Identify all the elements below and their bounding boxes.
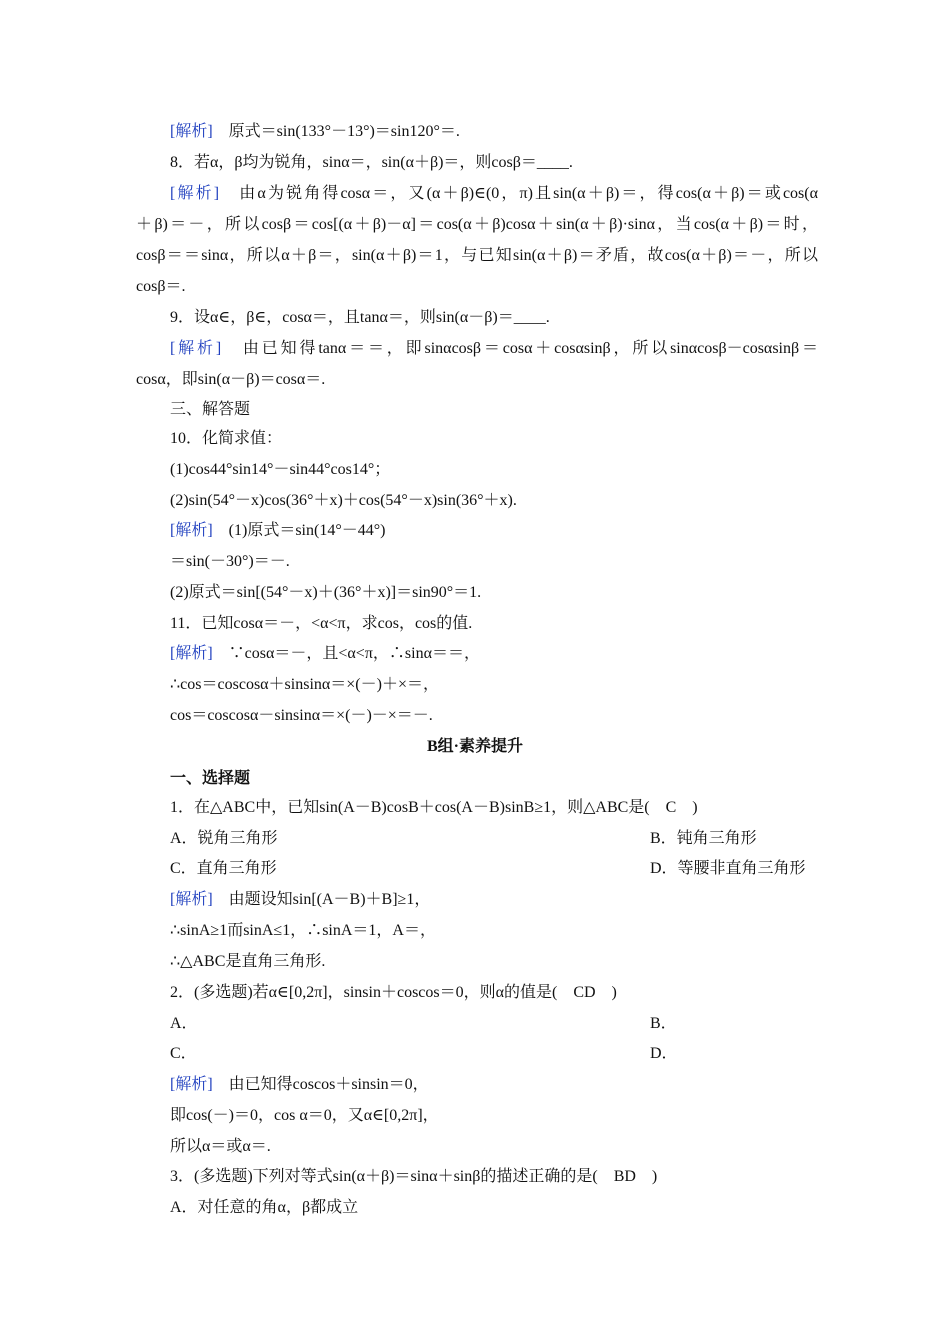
line-text: 10．化简求值： [170,430,283,447]
text-line [170,1165,818,1189]
analysis-tag: [解析] [170,123,213,140]
text-line [170,1104,818,1128]
line-text: 由题设知sin[(A－B)＋B]≥1， [212,891,431,908]
text-line [170,427,818,451]
text-line [136,244,818,268]
line-text: 1．在△ABC中，已知sin(A－B)cosB＋cos(A－B)sinB≥1，则△ABC是( C ) [170,799,698,816]
line-text: (1)原式＝sin(14°－44°) [212,522,386,539]
text-line [170,182,818,206]
line-text: 原式＝sin(133°－13°)＝sin120°＝. [212,123,460,140]
line-text: cosβ＝. [136,278,186,295]
text-line [170,827,818,851]
line-text: (1)cos44°sin14°－sin44°cos14°； [170,461,391,478]
text-line [170,398,818,422]
text-line [170,581,818,605]
text-line [0,735,950,759]
line-text: A． [170,1015,198,1032]
text-line [170,458,818,482]
analysis-tag: [解析] [170,185,220,202]
text-line [170,1042,818,1066]
line-text: cosα，即sin(α－β)＝cosα＝. [136,371,326,388]
line-text: 一、选择题 [170,770,251,787]
text-line [170,337,818,361]
line-text: 11．已知cosα＝－，<α<π，求cos，cos的值. [170,615,473,632]
analysis-tag: [解析] [170,645,213,662]
line-text: 9．设α∈，β∈，cosα＝，且tanα＝，则sin(α－β)＝____. [170,309,550,326]
line-text: 由已知得tanα＝＝，即sinαcosβ＝cosα＋cosαsinβ，所以sinαcosβ－cosαsinβ＝ [221,340,818,357]
text-line [136,213,818,237]
line-text: 3．(多选题)下列对等式sin(α＋β)＝sinα＋sinβ的描述正确的是( BD ) [170,1168,658,1185]
text-line [170,612,818,636]
text-line [170,120,818,144]
text-line [170,673,818,697]
line-text: cos＝coscosα－sinsinα＝×(－)－×＝－. [170,707,433,724]
text-line [170,642,818,666]
text-line [170,796,818,820]
text-line [170,1196,818,1220]
line-text: B组·素养提升 [426,738,523,755]
text-line [170,919,818,943]
text-line [170,857,818,881]
analysis-tag: [解析] [170,1076,213,1093]
line-text: 8．若α，β均为锐角，sinα＝，sin(α＋β)＝，则cosβ＝____. [170,154,573,171]
text-line [170,1073,818,1097]
line-text: ∵cosα＝－，且<α<π，∴sinα＝＝， [212,645,480,662]
text-line [170,550,818,574]
line-text: (2)原式＝sin[(54°－x)＋(36°＋x)]＝sin90°＝1. [170,584,482,601]
analysis-tag: [解析] [170,522,213,539]
line-text: C． [170,1045,197,1062]
analysis-tag: [解析] [170,340,222,357]
line-text: ∴cos＝coscosα＋sinsinα＝×(－)＋×＝， [170,676,439,693]
text-line [170,1012,818,1036]
text-line [170,306,818,330]
text-line [170,151,818,175]
text-line [170,767,818,791]
text-line [170,888,818,912]
text-line [170,950,818,974]
line-text: 三、解答题 [170,401,251,418]
line-text: 由已知得coscos＋sinsin＝0， [212,1076,429,1093]
line-text: 2．(多选题)若α∈[0,2π]，sinsin＋coscos＝0，则α的值是( CD ) [170,984,617,1001]
option-right-column: B． [650,1015,677,1032]
text-line [170,981,818,1005]
line-text: 由α为锐角得cosα＝，又(α＋β)∈(0，π)且sin(α＋β)＝，得cos(α＋β)＝或cos(α [219,185,818,202]
text-line [170,519,818,543]
line-text: cosβ＝＝sinα，所以α＋β＝，sin(α＋β)＝1，与已知sin(α＋β)＝矛盾，故cos(α＋β)＝－，所以 [136,247,818,264]
line-text: ∴△ABC是直角三角形. [170,953,326,970]
option-right-column: D．等腰非直角三角形 [650,860,806,877]
line-text: ＋β)＝－，所以cosβ＝cos[(α＋β)－α]＝cos(α＋β)cosα＋sin(α＋β)·sinα，当cos(α＋β)＝时， [136,216,818,233]
text-line [170,704,818,728]
text-line [136,368,818,392]
line-text: ∴sinA≥1而sinA≤1，∴sinA＝1，A＝， [170,922,436,939]
line-text: C．直角三角形 [170,860,277,877]
option-right-column: D． [650,1045,678,1062]
text-line [170,1135,818,1159]
text-line [170,489,818,513]
line-text: 所以α＝或α＝. [170,1138,271,1155]
analysis-tag: [解析] [170,891,213,908]
line-text: ＝sin(－30°)＝－. [170,553,290,570]
text-line [136,275,818,299]
line-text: 即cos(－)＝0，cos α＝0，又α∈[0,2π]， [170,1107,439,1124]
line-text: A．对任意的角α，β都成立 [170,1199,359,1216]
line-text: A．锐角三角形 [170,830,278,847]
line-text: (2)sin(54°－x)cos(36°＋x)＋cos(54°－x)sin(36°＋x). [170,492,517,509]
option-right-column: B．钝角三角形 [650,830,757,847]
